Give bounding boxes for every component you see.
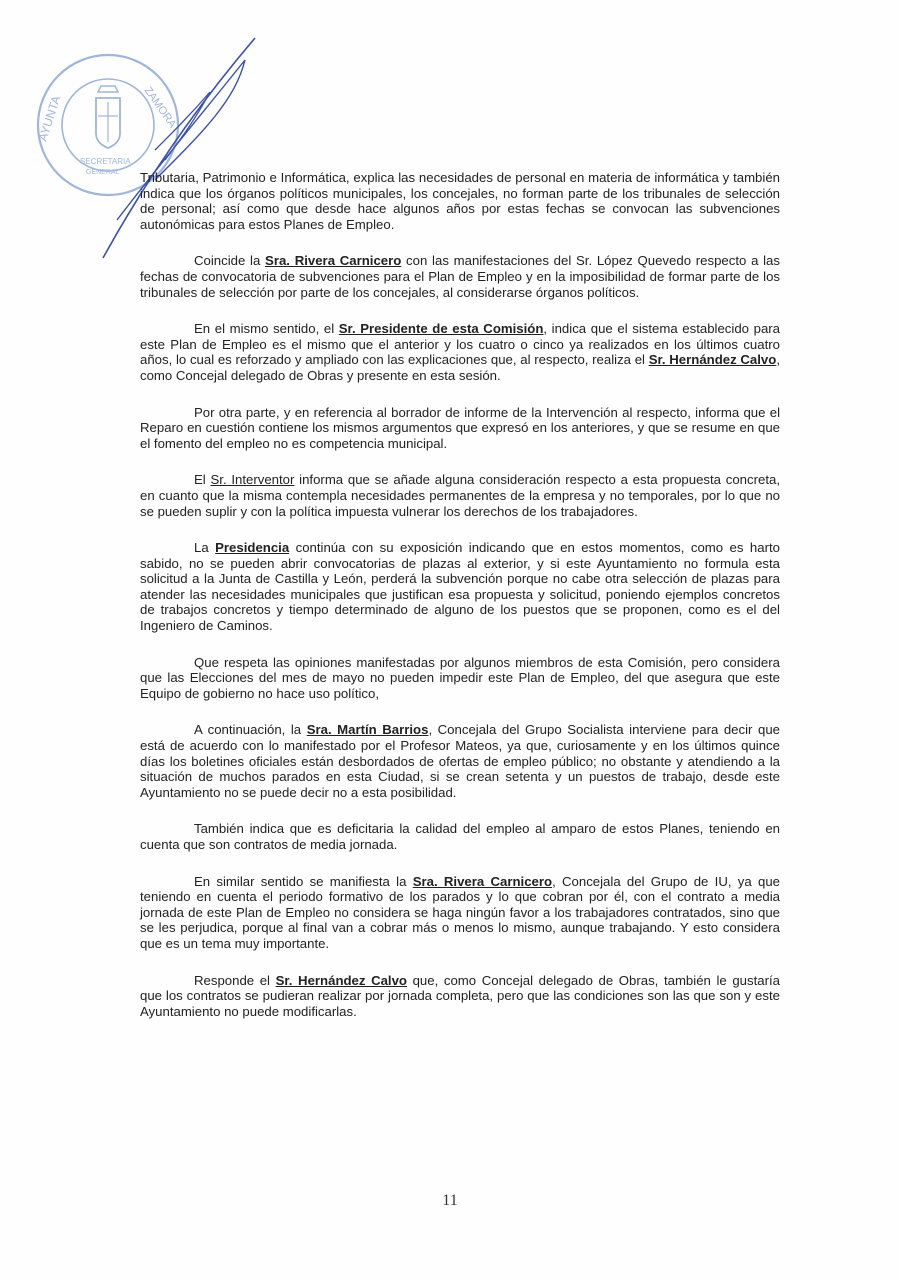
speaker-name: Sra. Rivera Carnicero [412,873,553,889]
speaker-name: Sra. Rivera Carnicero [265,253,402,269]
paragraph-7 [140,655,780,702]
paragraph-text: , indica que el sistema establecido para este Plan de Empleo es el mismo que el anterior y los cuatro o cinco ya realizados en los últimos cuatro años, lo cual es reforzado y ampliado con las explicaciones que, al respecto, realiza el [140,321,781,368]
paragraph-text: , Concejala del Grupo de IU, ya que teniendo en cuenta el periodo formativo de los parados y lo que cobran por él, con el contrato a media jornada de este Plan de Empleo no considera se haga ningún favor a los trabajadores contratados, sino que se les perjudica, porque al final van a cobrar más o menos lo mismo, aunque trabajando. Y esto considera que es un tema muy importante. [140,873,780,951]
paragraph-5 [140,472,780,519]
paragraph-4 [140,405,780,452]
paragraph-text: , como Concejal delegado de Obras y presente en esta sesión. [140,352,780,383]
paragraph-text: continúa con su exposición indicando que en estos momentos, como es harto sabido, no se pueden abrir convocatorias de plazas al exterior, y si este Ayuntamiento no formula esta solicitud a la Junta de Castilla y León, perderá la subvención porque no cabe otra selección de plazas para atender las necesidades municipales que justifican esa propuesta y solicitud, poniendo ejemplos concretos de trabajos concretos y tiempo determinado de alguno de los puestos que se proponen, como es el del Ingeniero de Caminos. [140,540,780,634]
paragraph-text: Por otra parte, y en referencia al borrador de informe de la Intervención al respecto, informa que el Reparo en cuestión contiene los mismos argumentos que expresó en los anteriores, y que se resume en que el fomento del empleo no es competencia municipal. [140,404,780,451]
paragraph-3 [140,321,780,383]
speaker-name: Sr. Presidente de esta Comisión [338,321,544,337]
paragraph-text: Que respeta las opiniones manifestadas por algunos miembros de esta Comisión, pero considera que las Elecciones del mes de mayo no pueden impedir este Plan de Empleo, del que asegura que este Equipo de gobierno no hace uso político, [140,654,780,701]
paragraph-text: que, como Concejal delegado de Obras, también le gustaría que los contratos se pudieran realizar por jornada completa, pero que las condiciones son las que son y este Ayuntamiento no puede modificarlas. [140,972,780,1019]
paragraph-text: En el mismo sentido, el [194,321,339,337]
paragraph-text: con las manifestaciones del Sr. López Quevedo respecto a las fechas de convocatoria de subvenciones para el Plan de Empleo y en la imposibilidad de formar parte de los tribunales de selección por parte de los concejales, al considerarse órganos políticos. [140,253,780,300]
speaker-name: Sra. Martín Barrios [306,722,429,738]
paragraph-text: A continuación, la [194,722,307,738]
minutes-body [140,170,780,1040]
paragraph-text: El [194,472,211,488]
svg-text:ZAMORA: ZAMORA [141,84,179,131]
paragraph-8 [140,722,780,800]
speaker-name: Sr. Hernández Calvo [275,972,407,988]
paragraph-2 [140,253,780,300]
paragraph-text: La [194,540,216,556]
page-number: 11 [442,1192,458,1209]
paragraph-text: , Concejala del Grupo Socialista interviene para decir que está de acuerdo con lo manifestado por el Profesor Mateos, ya que, curiosamente y en los últimos quince días los boletines oficiales están desbordados de ofertas de empleo público; no obstante y atendiendo a la situación de muchos parados en esta Ciudad, si se crean setenta y un puestos de trabajo, desde este Ayuntamiento no se puede decir no a esta posibilidad. [140,722,780,800]
paragraph-6 [140,540,780,634]
paragraph-text: Responde el [194,972,276,988]
paragraph-1 [140,170,780,232]
paragraph-text: Coincide la [194,253,266,269]
paragraph-10 [140,874,780,952]
paragraph-text: informa que se añade alguna consideración respecto a esta propuesta concreta, en cuanto que la misma contempla necesidades permanentes de la empresa y no temporales, por lo que no se pueden suplir y con la política impuesta vulnerar los derechos de los trabajadores. [140,472,781,519]
speaker-name: Sr. Interventor [210,472,295,488]
paragraph-text: Tributaria, Patrimonio e Informática, explica las necesidades de personal en materia de informática y también indica que los órganos políticos municipales, los concejales, no forman parte de los tribunales de selección de personal; así como que desde hace algunos años por estas fechas se convocan las subvenciones autonómicas para estos Planes de Empleo. [140,170,780,232]
svg-text:SECRETARIA: SECRETARIA [80,157,131,166]
paragraph-text: También indica que es deficitaria la calidad del empleo al amparo de estos Planes, teniendo en cuenta que son contratos de media jornada. [140,821,780,852]
paragraph-9 [140,821,780,852]
svg-text:GENERAL: GENERAL [86,169,120,176]
svg-text:AYUNTA: AYUNTA [35,93,64,143]
speaker-name: Presidencia [215,540,290,556]
paragraph-11 [140,973,780,1020]
speaker-name: Sr. Hernández Calvo [648,352,777,368]
paragraph-text: En similar sentido se manifiesta la [194,873,413,889]
